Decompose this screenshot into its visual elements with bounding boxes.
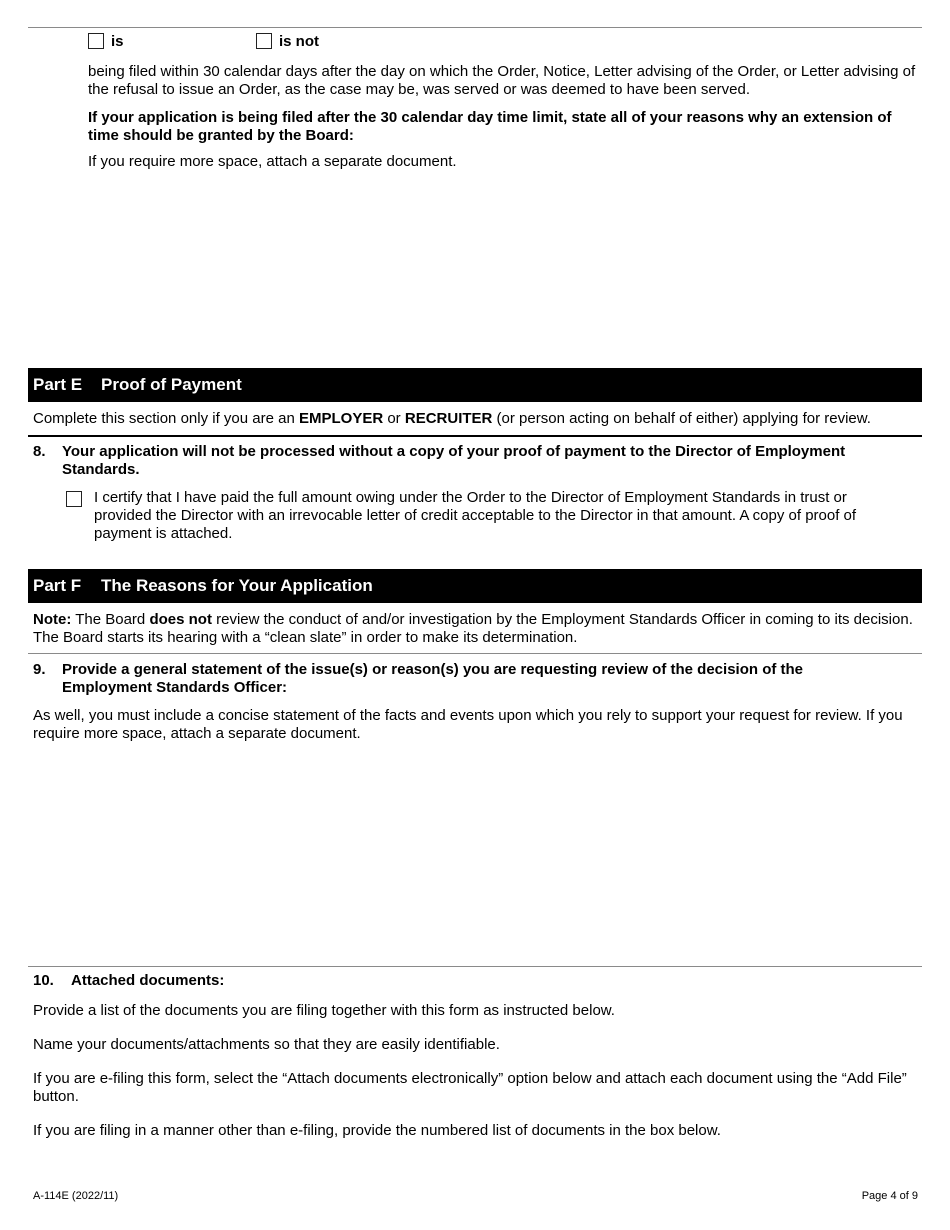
note-pre: The Board [71,611,150,628]
space-note: If you require more space, attach a separate document. [88,153,457,170]
page-number: Page 4 of 9 [861,1190,918,1202]
q10-number: 10. [33,972,54,989]
is-checkbox[interactable] [88,33,104,49]
is-not-label: is not [279,33,319,50]
part-e-intro-post: (or person acting on behalf of either) applying for review. [492,410,871,427]
attached-p1: Provide a list of the documents you are filing together with this form as instructed below. [33,1002,615,1019]
part-e-label: Part E [33,375,83,394]
part-f-note [33,611,913,647]
facts-instruction: As well, you must include a concise statement of the facts and events upon which you rely to support your request for review. If you require more space, attach a separate document. [33,707,903,742]
part-f-header [28,569,922,603]
attached-p2: Name your documents/attachments so that they are easily identifiable. [33,1036,500,1053]
attached-heading: Attached documents: [71,972,225,989]
part-e-intro [33,410,922,428]
part-e-rule [28,435,922,437]
note-post: review the conduct of and/or investigation by the Employment Standards Officer in coming to its decision. The Board starts its hearing with a “clean slate” in order to make its determination. [33,611,913,646]
part-e-header [28,368,922,402]
part-f-label: Part F [33,576,82,595]
is-label: is [111,33,124,50]
q9-number: 9. [33,661,46,678]
extension-reasons-field[interactable] [88,178,922,358]
employer-word: EMPLOYER [298,410,384,427]
attached-p4: If you are filing in a manner other than e-filing, provide the numbered list of documents in the box below. [33,1122,721,1139]
extension-heading: If your application is being filed after the 30 calendar day time limit, state all of your reasons why an extension of time should be granted by the Board: [88,109,892,144]
reasons-field[interactable] [33,752,922,957]
or-word: or [383,410,405,427]
part-e-title: Proof of Payment [101,375,242,394]
attached-rule [28,966,922,967]
filing-deadline-text: being filed within 30 calendar days after the day on which the Order, Notice, Letter advising of the Order, or Letter advising of the refusal to issue an Order, as the case may be, was served or was deemed to have been served. [88,63,916,98]
recruiter-word: RECRUITER [404,410,493,427]
part-e-intro-pre: Complete this section only if you are an [33,410,299,427]
q8-number: 8. [33,443,46,460]
is-not-checkbox[interactable] [256,33,272,49]
q8-text: Your application will not be processed without a copy of your proof of payment to the Director of Employment Standards. [62,443,846,478]
note-label: Note: [33,611,72,628]
certify-text: I certify that I have paid the full amount owing under the Order to the Director of Employment Standards in trust or provided the Director with an irrevocable letter of credit acceptable to the Director in that amount. A copy of proof of payment is attached. [94,489,857,542]
q9-text: Provide a general statement of the issue(s) or reason(s) you are requesting review of the decision of the Employment Standards Officer: [62,661,804,696]
does-not-word: does not [149,611,212,628]
part-f-title: The Reasons for Your Application [101,576,373,595]
attached-p3: If you are e-filing this form, select the “Attach documents electronically” option below and attach each document using the “Add File” button. [33,1070,907,1105]
proof-of-payment-checkbox[interactable] [66,491,82,507]
part-f-rule [28,653,922,654]
top-rule [28,27,922,28]
form-id: A-114E (2022/11) [33,1190,119,1202]
